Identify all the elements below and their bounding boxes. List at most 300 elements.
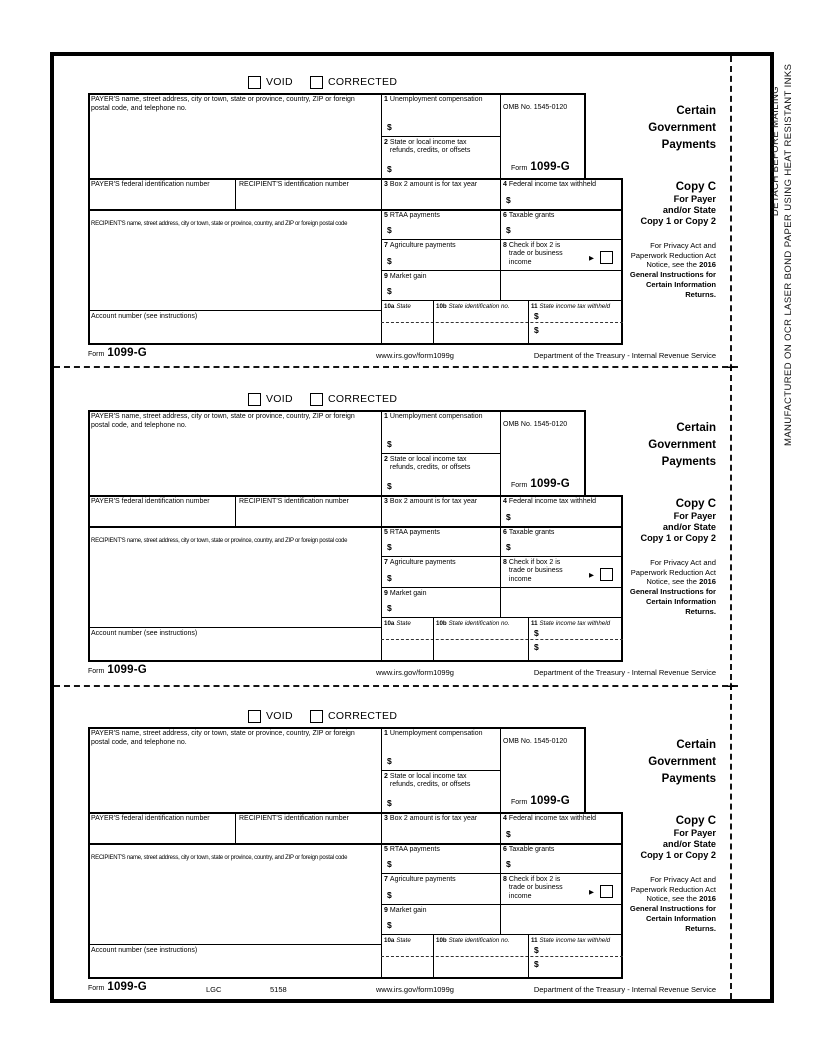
form-footer [88, 664, 716, 678]
form-word: Form [511, 799, 528, 806]
omb-number: OMB No. 1545-0120 [503, 738, 568, 745]
grid-line [88, 495, 623, 497]
void-corrected-row [88, 707, 716, 727]
copy-label: Copy C [675, 181, 716, 193]
box2-refunds[interactable] [384, 773, 498, 810]
side-margin-text [769, 63, 795, 446]
box-number: 2 [384, 139, 388, 146]
form-number-block [511, 161, 570, 173]
form-number-block [511, 478, 570, 490]
box-label: State [396, 937, 411, 944]
recipient-info-label: RECIPIENT'S name, street address, city or town, state or province, country, and ZIP or foreign postal code [91, 538, 348, 544]
form-title: Certain Government Payments [648, 739, 716, 785]
form-number: 1099-G [107, 664, 147, 676]
box9-market-gain[interactable] [384, 907, 498, 932]
box-number: 9 [384, 590, 388, 597]
form-number-block [511, 795, 570, 807]
copy-line: For Payer [673, 511, 716, 521]
box-number: 6 [503, 846, 507, 853]
grid-line [381, 727, 382, 979]
box-number: 9 [384, 907, 388, 914]
grid-line [381, 873, 623, 874]
payer-info-label: PAYER'S name, street address, city or town, state or province, country, ZIP or foreign postal code, and telephone no. [91, 96, 355, 112]
grid-line [88, 93, 586, 95]
box-number: 8 [503, 559, 507, 566]
box-number: 11 [531, 303, 538, 310]
dollar-sign: $ [506, 512, 511, 522]
footer-dept: Department of the Treasury - Internal Revenue Service [533, 985, 716, 994]
dollar-sign: $ [387, 542, 392, 552]
void-label: VOID [266, 76, 293, 88]
arrow-right-icon: ▶ [589, 889, 594, 896]
form-number: 1099-G [530, 161, 570, 173]
footer-dept: Department of the Treasury - Internal Revenue Service [533, 668, 716, 677]
dollar-sign: $ [506, 542, 511, 552]
dollar-sign: $ [387, 890, 392, 900]
corrected-checkbox[interactable] [310, 393, 323, 406]
detach-before-mailing-note: DETACH BEFORE MAILING [770, 86, 781, 217]
corrected-checkbox[interactable] [310, 76, 323, 89]
dollar-sign: $ [387, 756, 392, 766]
cut-cross-icon: + [726, 678, 736, 694]
box8-trade-income[interactable] [503, 242, 620, 268]
box3-taxyear[interactable] [384, 815, 498, 841]
form-1099g-copy-2 [88, 390, 716, 678]
arrow-right-icon: ▶ [589, 572, 594, 579]
box8-checkbox[interactable] [600, 885, 613, 898]
box-number: 10b [436, 303, 447, 310]
dollar-sign: $ [534, 311, 539, 321]
vertical-perforation-line [730, 56, 732, 999]
print-code-lgc: LGC [206, 985, 222, 994]
recipient-info-box[interactable] [91, 529, 379, 625]
form-title: Certain Government Payments [648, 105, 716, 151]
grid-line [500, 727, 501, 934]
box5-rtaa[interactable] [384, 846, 498, 871]
dollar-sign: $ [534, 959, 539, 969]
form-1099g-copy-1 [88, 73, 716, 361]
box-label: State [396, 620, 411, 627]
box4-federal-withholding[interactable] [503, 498, 620, 524]
form-word: Form [511, 165, 528, 172]
recipient-tin-label: RECIPIENT'S identification number [239, 498, 349, 505]
box-number: 3 [384, 498, 388, 505]
form-number: 1099-G [530, 795, 570, 807]
account-number-label: Account number (see instructions) [91, 947, 198, 954]
footer-dept: Department of the Treasury - Internal Revenue Service [533, 351, 716, 360]
grid-line [584, 93, 586, 178]
box-number: 4 [503, 498, 507, 505]
grid-line [235, 495, 236, 526]
footer-form-number [88, 347, 147, 359]
grid-line [381, 410, 382, 662]
account-number-box[interactable] [91, 313, 379, 342]
box-label: Check if box 2 is trade or business income [508, 242, 563, 266]
copy-line: Copy 1 or Copy 2 [640, 850, 716, 860]
dollar-sign: $ [387, 481, 392, 491]
grid-line [88, 209, 623, 211]
grid-line [584, 727, 586, 812]
form-footer [88, 347, 716, 361]
account-number-label: Account number (see instructions) [91, 630, 198, 637]
dollar-sign: $ [387, 603, 392, 613]
grid-line [381, 136, 500, 137]
box-label: State or local income tax refunds, credits, or offsets [389, 773, 471, 789]
box-label: Market gain [389, 590, 427, 597]
recipient-tin-box[interactable] [239, 815, 379, 841]
box-label: Federal income tax withheld [508, 815, 597, 822]
grid-line [381, 556, 623, 557]
box8-trade-income[interactable] [503, 876, 620, 902]
privacy-text: For Privacy Act and Paperwork Reduction Act Notice, see the [630, 558, 716, 587]
privacy-text: For Privacy Act and Paperwork Reduction Act Notice, see the [630, 241, 716, 270]
box-number: 1 [384, 96, 388, 103]
box6-grants[interactable] [503, 529, 620, 554]
payer-tin-box[interactable] [91, 498, 232, 524]
dollar-sign: $ [387, 286, 392, 296]
box-number: 2 [384, 773, 388, 780]
box-label: Check if box 2 is trade or business income [508, 559, 563, 583]
box-number: 10b [436, 937, 447, 944]
copy-designation [624, 498, 716, 616]
grid-line [528, 934, 529, 979]
box-number: 1 [384, 730, 388, 737]
box2-refunds[interactable] [384, 139, 498, 176]
form-grid [88, 93, 716, 345]
privacy-text: For Privacy Act and Paperwork Reduction Act Notice, see the [630, 875, 716, 904]
box-label: State income tax withheld [539, 303, 611, 310]
box6-grants[interactable] [503, 212, 620, 237]
perforation-line-2 [54, 685, 738, 687]
grid-line [235, 812, 236, 843]
box2-refunds[interactable] [384, 456, 498, 493]
box-label: Check if box 2 is trade or business income [508, 876, 563, 900]
box-number: 9 [384, 273, 388, 280]
grid-line [88, 310, 381, 311]
box-label: Taxable grants [508, 529, 555, 536]
box-number: 10a [384, 303, 395, 310]
void-label: VOID [266, 710, 293, 722]
print-code-number: 5158 [270, 985, 287, 994]
form-word: Form [88, 985, 105, 992]
privacy-text-bold: 2016 General Instructions for Certain Information Returns. [629, 894, 716, 933]
box-label: Federal income tax withheld [508, 181, 597, 188]
box-number: 5 [384, 846, 388, 853]
recipient-tin-box[interactable] [239, 181, 379, 207]
dollar-sign: $ [387, 859, 392, 869]
grid-line [381, 617, 623, 618]
box-number: 1 [384, 413, 388, 420]
box-label: State or local income tax refunds, credits, or offsets [389, 139, 471, 155]
box-label: State identification no. [448, 620, 510, 627]
copy-line: and/or State [662, 205, 716, 215]
void-corrected-row [88, 73, 716, 93]
box3-taxyear[interactable] [384, 498, 498, 524]
grid-line [381, 300, 623, 301]
box-number: 3 [384, 815, 388, 822]
box-label: State income tax withheld [539, 620, 611, 627]
box-label: Box 2 amount is for tax year [389, 181, 478, 188]
box-label: Agriculture payments [389, 242, 456, 249]
box11-state-withholding[interactable] [531, 937, 621, 977]
box-label: Agriculture payments [389, 559, 456, 566]
payer-info-label: PAYER'S name, street address, city or town, state or province, country, ZIP or foreign postal code, and telephone no. [91, 730, 355, 746]
box4-federal-withholding[interactable] [503, 815, 620, 841]
omb-box [503, 96, 583, 176]
form-grid [88, 410, 716, 662]
omb-number: OMB No. 1545-0120 [503, 421, 568, 428]
recipient-tin-box[interactable] [239, 498, 379, 524]
dollar-sign: $ [534, 642, 539, 652]
copy-label: Copy C [675, 498, 716, 510]
box-number: 4 [503, 181, 507, 188]
grid-line [88, 93, 90, 345]
box-label: State or local income tax refunds, credits, or offsets [389, 456, 471, 472]
box-label: Unemployment compensation [389, 96, 483, 103]
recipient-info-box[interactable] [91, 212, 379, 308]
box-label: Box 2 amount is for tax year [389, 815, 478, 822]
grid-line [584, 410, 586, 495]
box10a-state[interactable] [384, 620, 431, 660]
grid-line [500, 93, 501, 300]
privacy-text-bold: 2016 General Instructions for Certain Information Returns. [629, 577, 716, 616]
box9-market-gain[interactable] [384, 590, 498, 615]
box-number: 4 [503, 815, 507, 822]
box-number: 8 [503, 242, 507, 249]
box10a-state[interactable] [384, 937, 431, 977]
omb-number: OMB No. 1545-0120 [503, 104, 568, 111]
box10a-state[interactable] [384, 303, 431, 343]
form-number: 1099-G [107, 981, 147, 993]
form-word: Form [511, 482, 528, 489]
box10b-state-id[interactable] [436, 303, 525, 343]
recipient-info-box[interactable] [91, 846, 379, 942]
box-label: State identification no. [448, 303, 510, 310]
box-label: State income tax withheld [539, 937, 611, 944]
dollar-sign: $ [387, 256, 392, 266]
arrow-right-icon: ▶ [589, 255, 594, 262]
corrected-checkbox[interactable] [310, 710, 323, 723]
grid-line [88, 727, 90, 979]
recipient-tin-label: RECIPIENT'S identification number [239, 181, 349, 188]
box10b-state-id[interactable] [436, 937, 525, 977]
dollar-sign: $ [506, 829, 511, 839]
footer-url: www.irs.gov/form1099g [376, 668, 454, 677]
copy-line: Copy 1 or Copy 2 [640, 216, 716, 226]
payer-tin-label: PAYER'S federal identification number [91, 815, 210, 822]
dollar-sign: $ [387, 573, 392, 583]
box-number: 11 [531, 620, 538, 627]
dollar-sign: $ [387, 122, 392, 132]
account-number-box[interactable] [91, 630, 379, 659]
box7-agriculture[interactable] [384, 559, 498, 585]
grid-line [88, 727, 586, 729]
grid-line [433, 617, 434, 662]
privacy-notice [624, 241, 716, 299]
recipient-info-label: RECIPIENT'S name, street address, city or town, state or province, country, and ZIP or foreign postal code [91, 855, 348, 861]
form-word: Form [88, 351, 105, 358]
box-number: 2 [384, 456, 388, 463]
payer-tin-box[interactable] [91, 815, 232, 841]
box-number: 7 [384, 876, 388, 883]
void-label: VOID [266, 393, 293, 405]
void-corrected-row [88, 390, 716, 410]
dollar-sign: $ [387, 225, 392, 235]
box-label: RTAA payments [389, 846, 440, 853]
omb-box [503, 413, 583, 493]
privacy-text-bold: 2016 General Instructions for Certain Information Returns. [629, 260, 716, 299]
box11-state-withholding[interactable] [531, 620, 621, 660]
box-number: 11 [531, 937, 538, 944]
box9-market-gain[interactable] [384, 273, 498, 298]
dollar-sign: $ [534, 325, 539, 335]
footer-form-number [88, 664, 147, 676]
grid-line [621, 495, 623, 662]
grid-line [381, 904, 623, 905]
grid-line [88, 843, 623, 845]
box11-state-withholding[interactable] [531, 303, 621, 343]
grid-line [235, 178, 236, 209]
box-label: Federal income tax withheld [508, 498, 597, 505]
grid-line [500, 410, 501, 617]
box-label: Box 2 amount is for tax year [389, 498, 478, 505]
grid-line [88, 812, 623, 814]
void-checkbox[interactable] [248, 76, 261, 89]
box-label: Market gain [389, 907, 427, 914]
copy-designation [624, 181, 716, 299]
void-checkbox[interactable] [248, 710, 261, 723]
box1-unemployment[interactable] [384, 96, 498, 134]
grid-line [381, 93, 382, 345]
box-label: Unemployment compensation [389, 730, 483, 737]
dollar-sign: $ [387, 798, 392, 808]
box5-rtaa[interactable] [384, 212, 498, 237]
form-number: 1099-G [530, 478, 570, 490]
box6-grants[interactable] [503, 846, 620, 871]
payer-tin-box[interactable] [91, 181, 232, 207]
box-number: 10a [384, 620, 395, 627]
box-number: 5 [384, 212, 388, 219]
footer-url: www.irs.gov/form1099g [376, 351, 454, 360]
payer-info-box[interactable] [91, 96, 363, 176]
grid-line [381, 239, 623, 240]
box1-unemployment[interactable] [384, 730, 498, 768]
grid-line [381, 934, 623, 935]
footer-url: www.irs.gov/form1099g [376, 985, 454, 994]
recipient-tin-label: RECIPIENT'S identification number [239, 815, 349, 822]
payer-info-label: PAYER'S name, street address, city or town, state or province, country, ZIP or foreign postal code, and telephone no. [91, 413, 355, 429]
box8-trade-income[interactable] [503, 559, 620, 585]
dollar-sign: $ [387, 164, 392, 174]
box-number: 8 [503, 876, 507, 883]
grid-line [621, 178, 623, 345]
box-number: 10b [436, 620, 447, 627]
perforation-line-1 [54, 366, 738, 368]
grid-line [528, 300, 529, 345]
corrected-label: CORRECTED [328, 393, 398, 405]
box-number: 10a [384, 937, 395, 944]
box-label: RTAA payments [389, 212, 440, 219]
account-number-box[interactable] [91, 947, 379, 976]
box-label: Taxable grants [508, 846, 555, 853]
grid-line [88, 944, 381, 945]
grid-line [381, 587, 623, 588]
dollar-sign: $ [387, 920, 392, 930]
box-label: State identification no. [448, 937, 510, 944]
grid-line [88, 627, 381, 628]
corrected-label: CORRECTED [328, 76, 398, 88]
box-label: Agriculture payments [389, 876, 456, 883]
dollar-sign: $ [506, 225, 511, 235]
box-label: Taxable grants [508, 212, 555, 219]
grid-line [88, 977, 623, 979]
cut-cross-icon: + [726, 359, 736, 375]
grid-line [88, 660, 623, 662]
box1-unemployment[interactable] [384, 413, 498, 451]
box-label: Market gain [389, 273, 427, 280]
payer-info-box[interactable] [91, 413, 363, 493]
box8-checkbox[interactable] [600, 568, 613, 581]
box4-federal-withholding[interactable] [503, 181, 620, 207]
payer-info-box[interactable] [91, 730, 363, 810]
box-label: Unemployment compensation [389, 413, 483, 420]
box-label: State [396, 303, 411, 310]
form-number: 1099-G [107, 347, 147, 359]
box5-rtaa[interactable] [384, 529, 498, 554]
privacy-notice [624, 875, 716, 933]
dollar-sign: $ [534, 945, 539, 955]
box3-taxyear[interactable] [384, 181, 498, 207]
grid-line [88, 526, 623, 528]
grid-line [433, 934, 434, 979]
grid-line [88, 343, 623, 345]
grid-line [433, 300, 434, 345]
form-1099g-copy-3 [88, 707, 716, 995]
grid-line [528, 617, 529, 662]
box7-agriculture[interactable] [384, 876, 498, 902]
box8-checkbox[interactable] [600, 251, 613, 264]
copy-line: Copy 1 or Copy 2 [640, 533, 716, 543]
dollar-sign: $ [534, 628, 539, 638]
payer-tin-label: PAYER'S federal identification number [91, 181, 210, 188]
box-number: 3 [384, 181, 388, 188]
corrected-label: CORRECTED [328, 710, 398, 722]
omb-box [503, 730, 583, 810]
recipient-info-label: RECIPIENT'S name, street address, city or town, state or province, country, and ZIP or foreign postal code [91, 221, 348, 227]
box-number: 7 [384, 559, 388, 566]
form-grid [88, 727, 716, 979]
box-number: 7 [384, 242, 388, 249]
form-footer [88, 981, 716, 995]
void-checkbox[interactable] [248, 393, 261, 406]
account-number-label: Account number (see instructions) [91, 313, 198, 320]
grid-line [381, 770, 500, 771]
box7-agriculture[interactable] [384, 242, 498, 268]
payer-tin-label: PAYER'S federal identification number [91, 498, 210, 505]
dollar-sign: $ [506, 859, 511, 869]
box10b-state-id[interactable] [436, 620, 525, 660]
footer-form-number [88, 981, 147, 993]
copy-line: and/or State [662, 522, 716, 532]
copy-line: For Payer [673, 828, 716, 838]
privacy-notice [624, 558, 716, 616]
manufactured-note: MANUFACTURED ON OCR LASER BOND PAPER USING HEAT RESISTANT INKS [783, 63, 794, 446]
copy-line: and/or State [662, 839, 716, 849]
box-label: RTAA payments [389, 529, 440, 536]
form-title: Certain Government Payments [648, 422, 716, 468]
box-number: 6 [503, 529, 507, 536]
grid-line [88, 410, 586, 412]
